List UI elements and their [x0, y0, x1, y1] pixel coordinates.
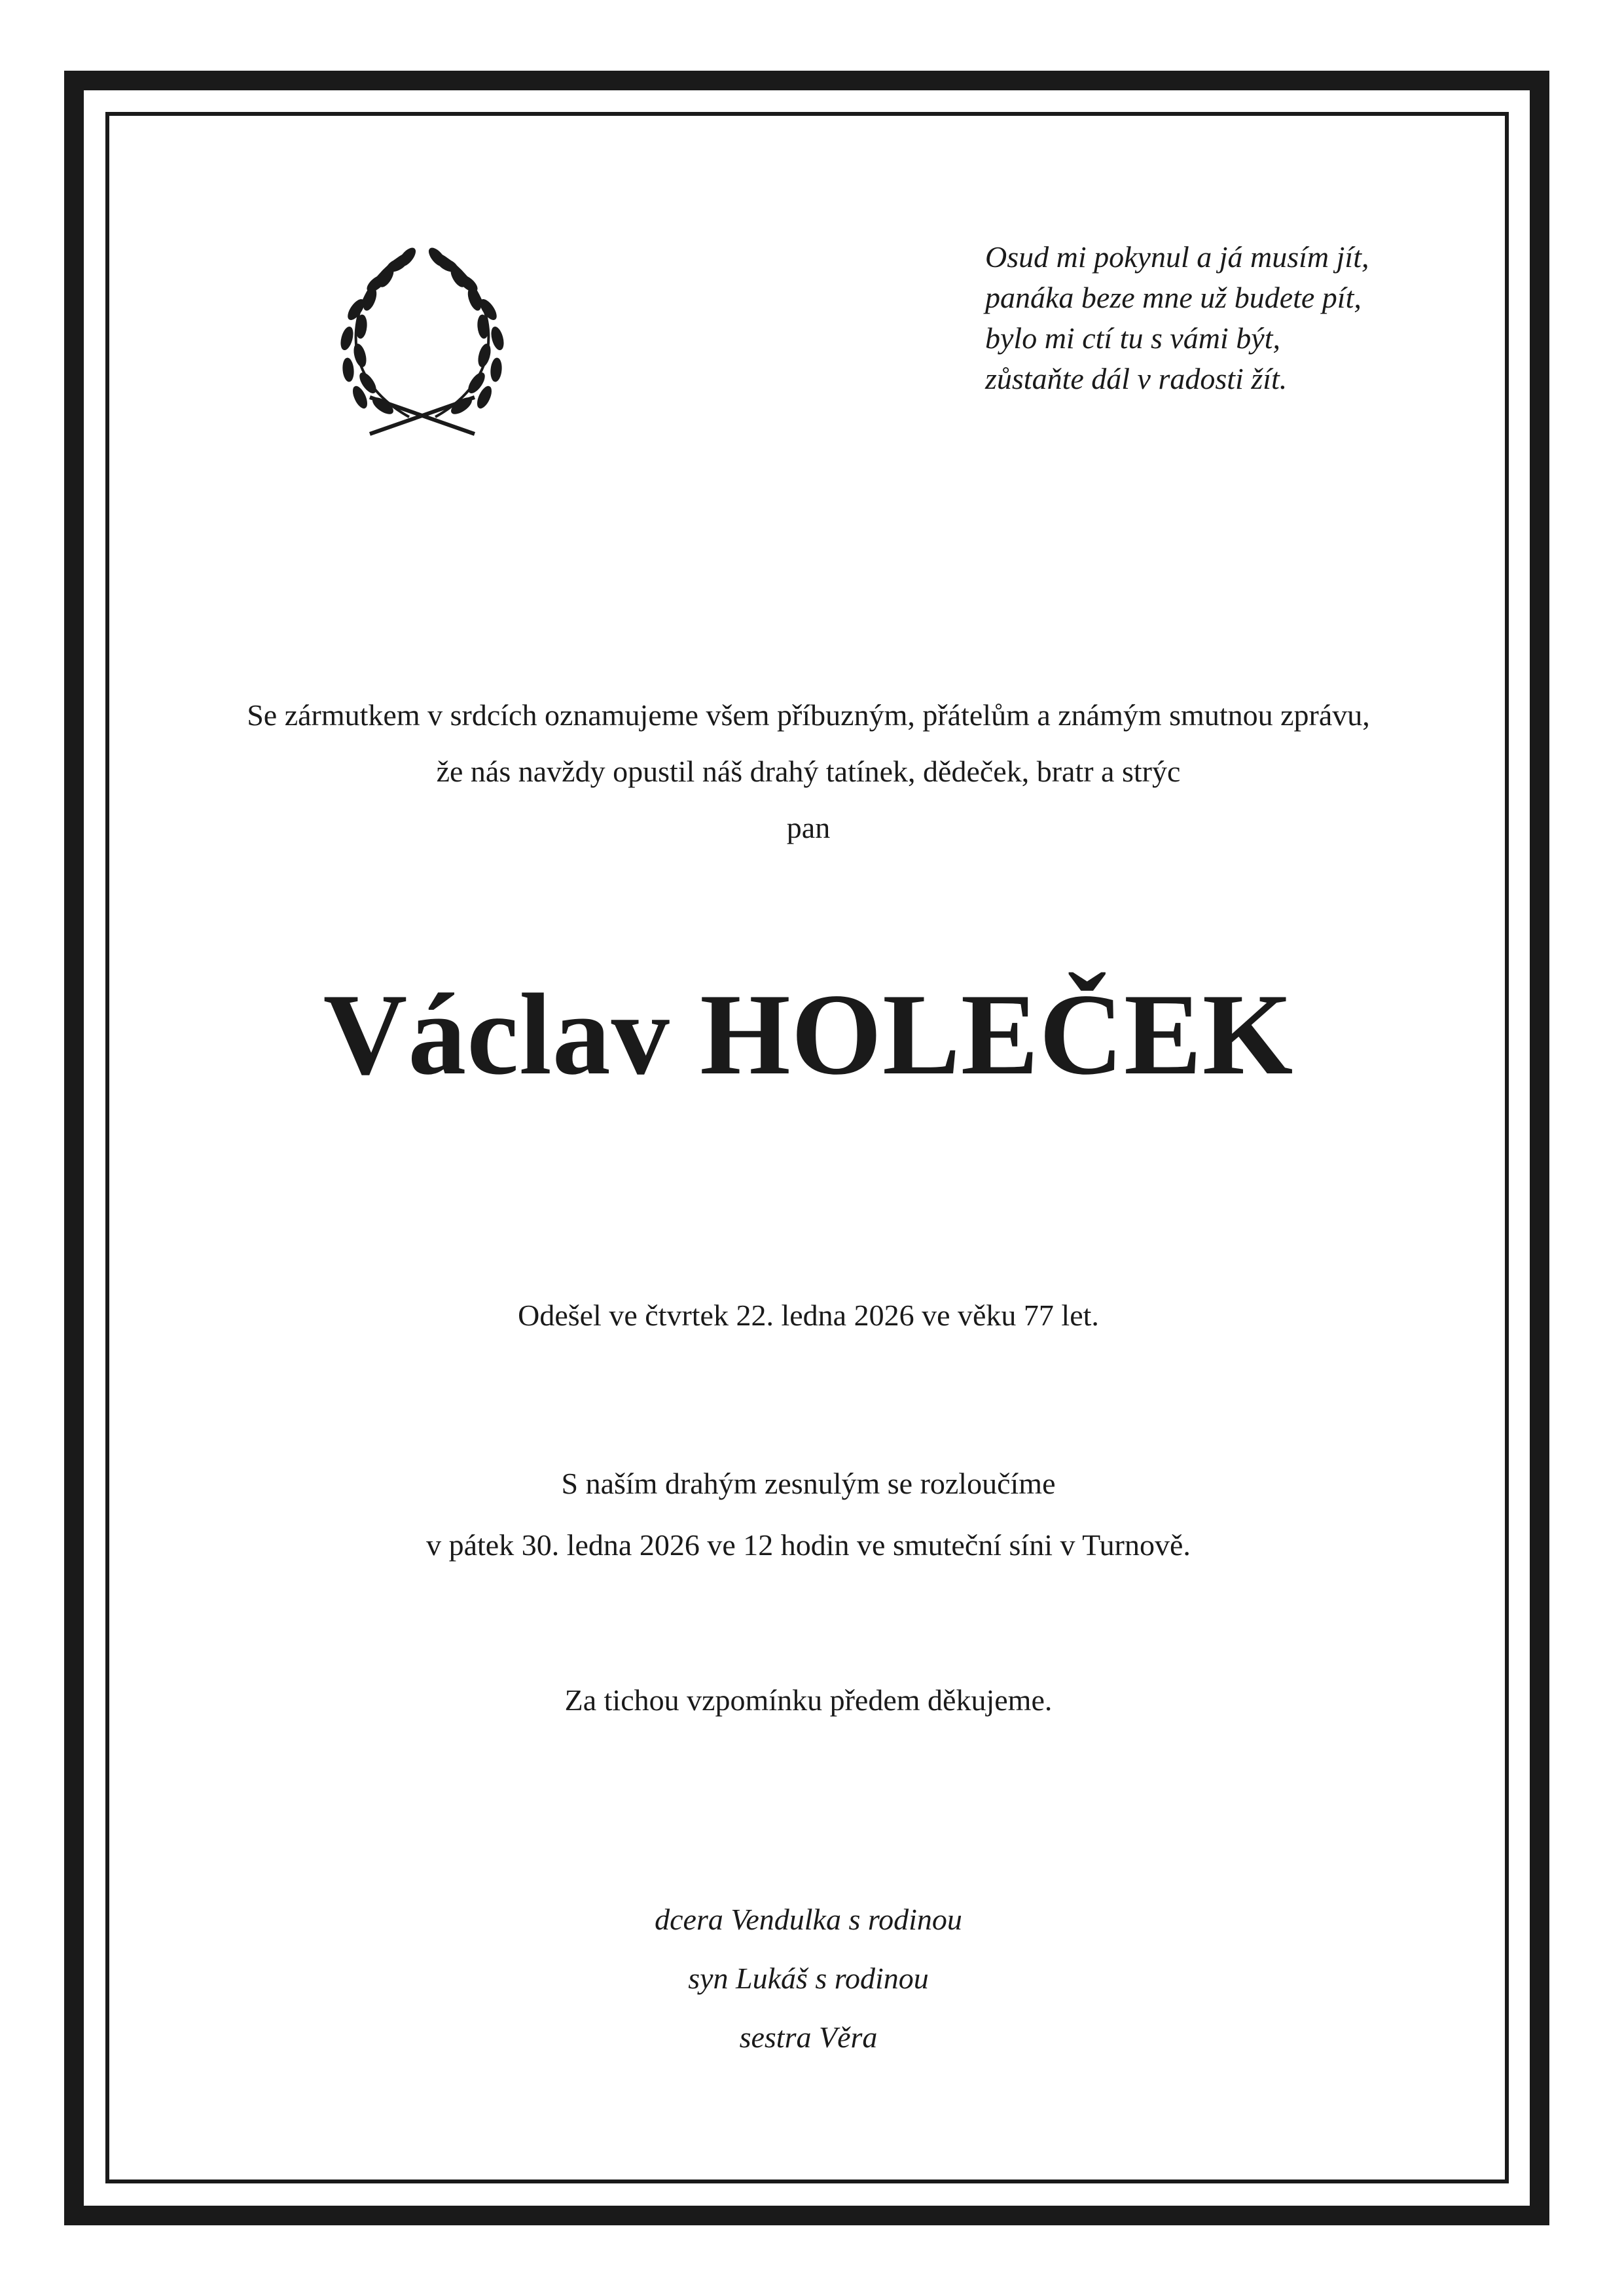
announcement-line-1: Se zármutkem v srdcích oznamujeme všem příbuzným, přátelům a známým smutnou zprávu,: [247, 698, 1370, 732]
announcement-line-2: že nás navždy opustil náš drahý tatínek, dědeček, bratr a strýc: [436, 755, 1181, 788]
epitaph-line: Osud mi pokynul a já musím jít,: [985, 240, 1369, 274]
epitaph-line: zůstaňte dál v radosti žít.: [985, 362, 1288, 395]
funeral-info-line-1: S naším drahým zesnulým se rozloučíme: [561, 1467, 1056, 1500]
thanks-line: Za tichou vzpomínku předem děkujeme.: [564, 1683, 1053, 1717]
epitaph-line: bylo mi ctí tu s vámi být,: [985, 321, 1280, 355]
announcement-title: pan: [786, 811, 831, 844]
deceased-name: Václav HOLEČEK: [323, 969, 1294, 1099]
funeral-info: [131, 1453, 1486, 1576]
inner-frame: [105, 112, 1509, 2183]
death-notice: Odešel ve čtvrtek 22. ledna 2026 ve věku 77 let.: [518, 1299, 1099, 1332]
mourner: dcera Vendulka s rodinou: [655, 1903, 962, 1936]
laurel-wreath-icon: [334, 245, 511, 442]
mourner: syn Lukáš s rodinou: [688, 1962, 929, 1995]
epitaph-line: panáka beze mne už budete pít,: [985, 281, 1362, 314]
mourners-list: [131, 1890, 1486, 2067]
mourner: sestra Věra: [739, 2020, 878, 2054]
funeral-info-line-2: v pátek 30. ledna 2026 ve 12 hodin ve smuteční síni v Turnově.: [426, 1528, 1191, 1562]
epitaph-poem: [985, 237, 1483, 399]
announcement: [131, 687, 1486, 856]
